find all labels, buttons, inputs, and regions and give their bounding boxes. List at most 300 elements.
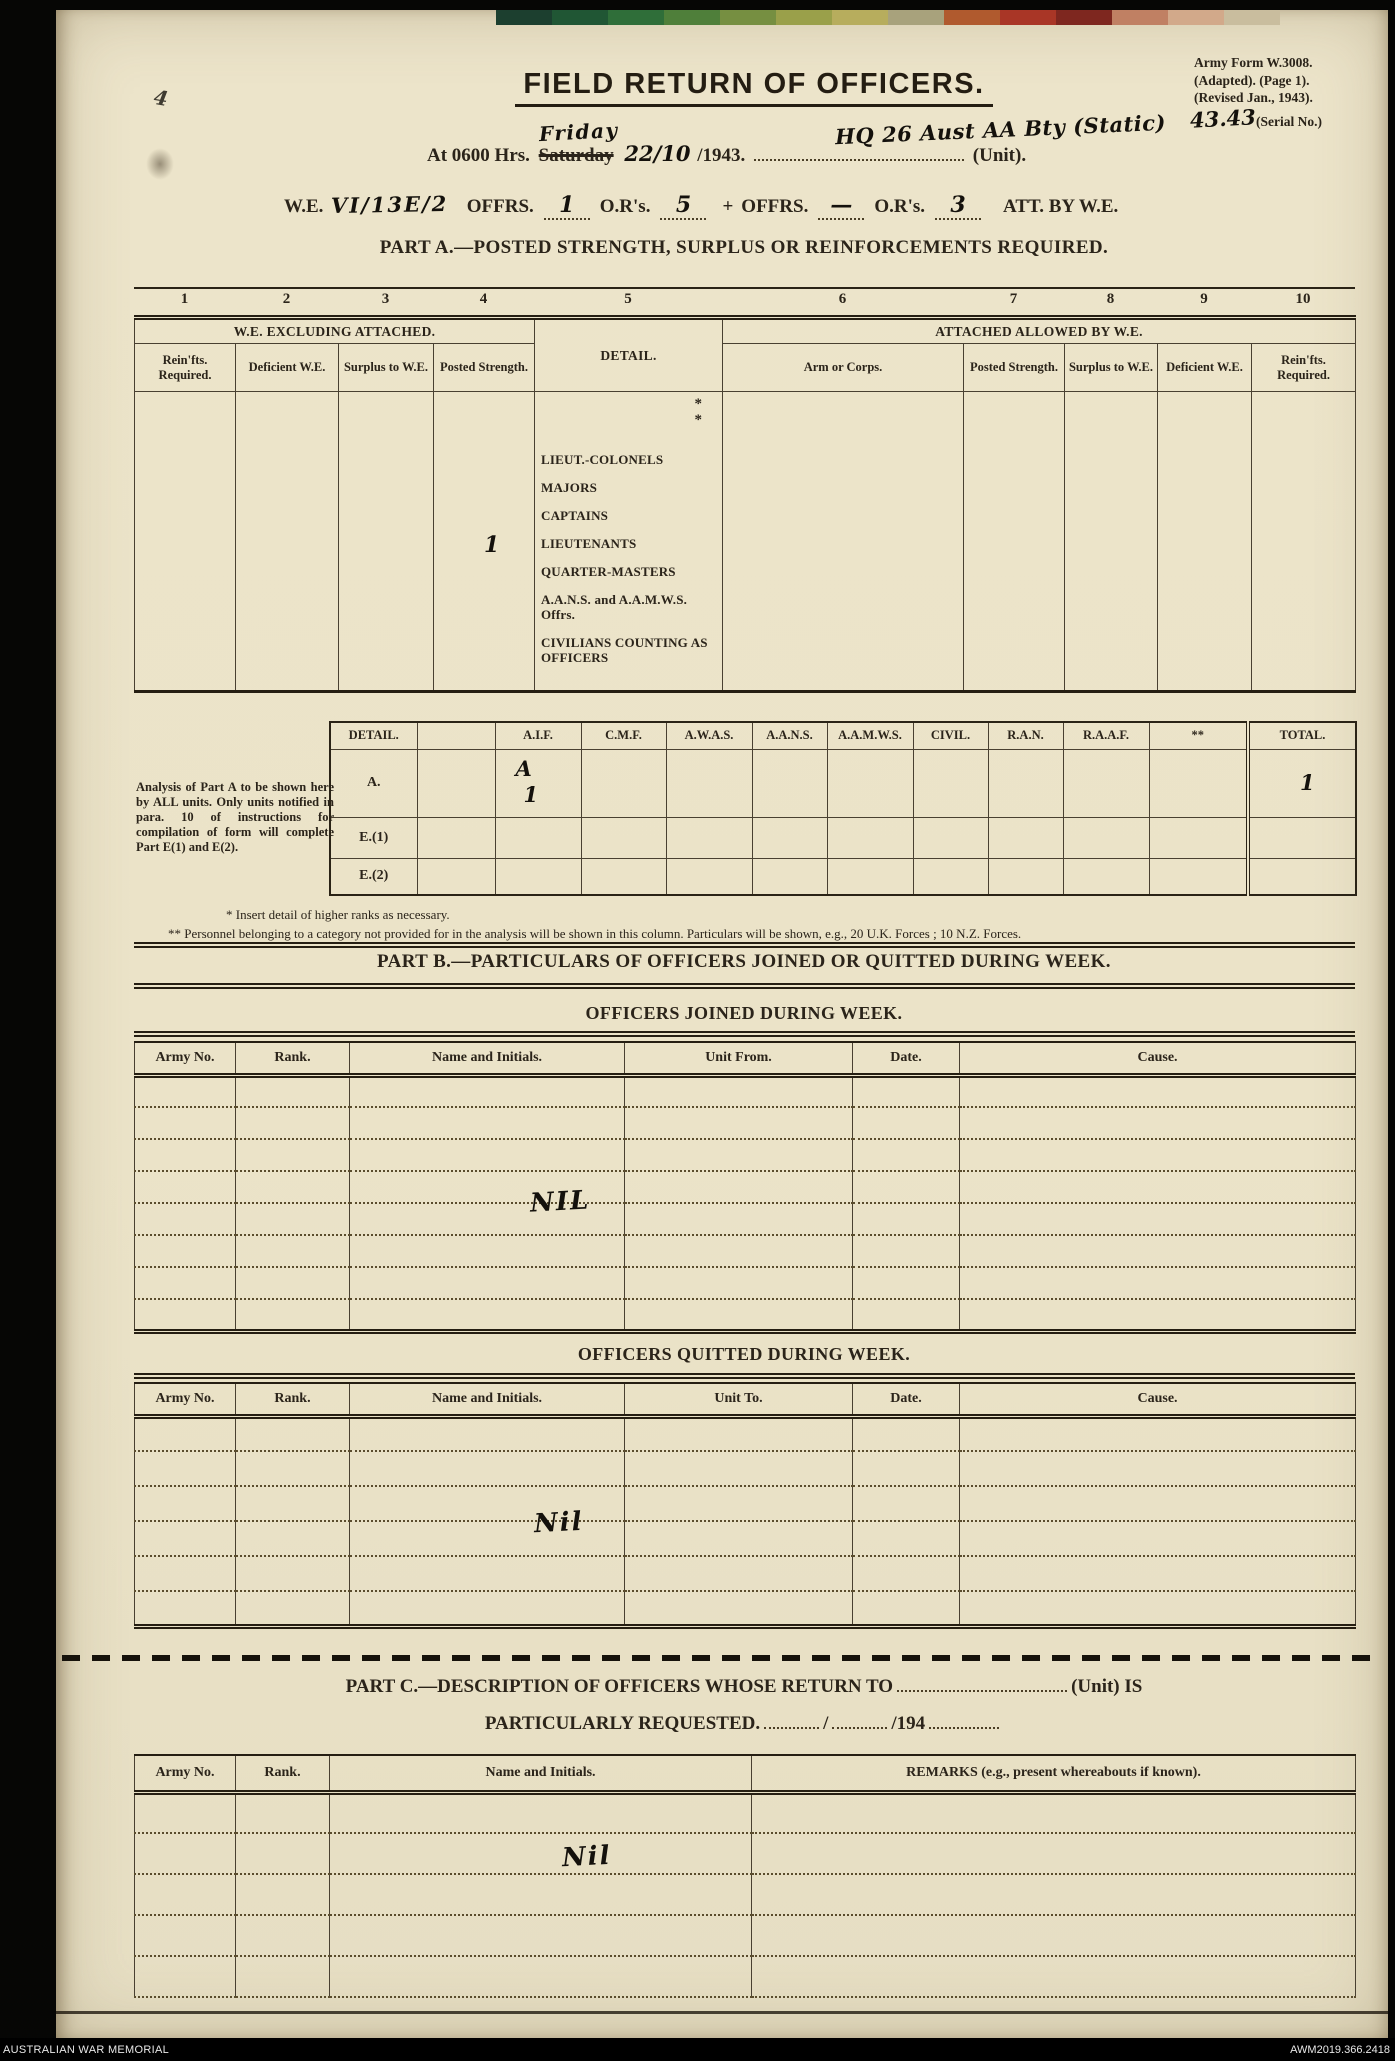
col-header: Rank.: [236, 1383, 350, 1416]
blank-col-header: [417, 722, 495, 749]
empty-total-cell: [1248, 817, 1356, 858]
row-label: A.: [330, 749, 417, 817]
empty-cell: [960, 1171, 1356, 1203]
col-header: Name and Initials.: [350, 1042, 625, 1075]
dotted-leader: [832, 1715, 887, 1729]
empty-cell: [960, 1591, 1356, 1626]
empty-cell: [236, 1956, 330, 1997]
rule-above-column-numbers: [134, 287, 1355, 289]
col-header: Date.: [853, 1042, 960, 1075]
empty-cell: [417, 858, 495, 895]
footnote-double-star: ** Personnel belonging to a category not provided for in the analysis will be shown in this column. Particulars will be shown, e.g., 20 U.K. Forces ; 10 N.Z. Forces.: [168, 926, 1022, 941]
paper-smudge: [146, 148, 174, 180]
handwritten-posted-strength: 1: [484, 532, 500, 558]
table-row: [135, 1915, 1356, 1956]
empty-cell: [853, 1591, 960, 1626]
empty-cell: [236, 392, 339, 692]
empty-cell: [625, 1171, 853, 1203]
table-row: [135, 1833, 1356, 1874]
col-number: 2: [282, 291, 291, 307]
day-slot: [538, 117, 619, 167]
officers-quitted-table: [134, 1382, 1356, 1629]
empty-cell: [960, 1299, 1356, 1331]
part-c-heading-text: PART C.—DESCRIPTION OF OFFICERS WHOSE RETURN TO: [345, 1676, 894, 1697]
empty-cell: [135, 1235, 236, 1267]
empty-cell: [236, 1556, 350, 1591]
header-we-strength-line: [284, 192, 1126, 220]
sub-header-row: [135, 344, 1356, 392]
officers-joined-table: [134, 1041, 1356, 1334]
group-header-we-excluding: W.E. EXCLUDING ATTACHED.: [135, 318, 535, 344]
empty-cell: [625, 1235, 853, 1267]
empty-cell: [1149, 817, 1248, 858]
empty-cell: [350, 1556, 625, 1591]
col-number: 5: [624, 291, 632, 307]
empty-cell: [853, 1139, 960, 1171]
empty-cell: [339, 392, 434, 692]
empty-cell: [853, 1075, 960, 1107]
col-header: Deficient W.E.: [236, 344, 339, 392]
col-header: Date.: [853, 1383, 960, 1416]
empty-cell: [752, 1833, 1356, 1874]
section-rule: [134, 942, 1355, 948]
rank-label: CAPTAINS: [541, 508, 609, 523]
table-row: [135, 1299, 1356, 1331]
empty-cell: [350, 1139, 625, 1171]
empty-cell: [236, 1203, 350, 1235]
offrs2-label: OFFRS.: [741, 196, 809, 217]
part-c-heading-line2: [100, 1713, 1388, 1735]
col-header: Army No.: [135, 1042, 236, 1075]
col-header: C.M.F.: [581, 722, 666, 749]
empty-cell: [236, 1833, 330, 1874]
empty-cell: [827, 749, 913, 817]
handwritten-day: Friday: [538, 117, 619, 147]
empty-cell: [135, 1556, 236, 1591]
col-header: Cause.: [960, 1383, 1356, 1416]
officers-joined-table-wrap: [134, 1041, 1355, 1334]
dashed-cut-line: [62, 1655, 1382, 1661]
empty-cell: [964, 392, 1065, 692]
handwritten-nil-part-c: Nil: [561, 1840, 613, 1874]
dotted-leader: [754, 147, 964, 161]
analysis-row-a: [330, 749, 1356, 817]
empty-cell: [135, 1299, 236, 1331]
empty-cell: [853, 1235, 960, 1267]
rank-label: LIEUTENANTS: [541, 536, 637, 551]
empty-cell: [236, 1915, 330, 1956]
empty-cell: [988, 858, 1063, 895]
form-title-wrap: [120, 68, 1388, 107]
empty-cell: [135, 1486, 236, 1521]
footnote-star: *: [694, 396, 702, 412]
col-header: Unit From.: [625, 1042, 853, 1075]
empty-cell: [913, 858, 988, 895]
empty-cell: [723, 392, 964, 692]
empty-cell: [581, 817, 666, 858]
col-header: A.A.M.W.S.: [827, 722, 913, 749]
form-ref-line2: (Adapted). (Page 1).: [1194, 72, 1310, 88]
col-number: 6: [838, 291, 847, 307]
col-header: Army No.: [135, 1755, 236, 1792]
part-a-heading: PART A.—POSTED STRENGTH, SURPLUS OR REINFORCEMENTS REQUIRED.: [379, 237, 1109, 258]
empty-cell: [1149, 858, 1248, 895]
empty-cell: [350, 1267, 625, 1299]
color-swatch: [1000, 10, 1056, 25]
col-header: R.A.N.: [988, 722, 1063, 749]
table-row: [135, 1486, 1356, 1521]
empty-cell: [1063, 858, 1149, 895]
handwritten-aif-entry: A: [515, 755, 532, 781]
empty-cell: [625, 1556, 853, 1591]
empty-cell: [330, 1874, 752, 1915]
table-row: [135, 1591, 1356, 1626]
plus-sign: +: [722, 196, 734, 217]
empty-cell: [330, 1833, 752, 1874]
empty-cell: [236, 1299, 350, 1331]
archive-accession-number: AWM2019.366.2418: [1290, 2044, 1390, 2056]
header-datetime-line: [427, 109, 1167, 167]
dotted-leader: [764, 1715, 819, 1729]
form-ref-line1: Army Form W.3008.: [1194, 55, 1313, 70]
serial-row: [1189, 103, 1384, 137]
part-c-heading-unit-is: (Unit) IS: [1071, 1676, 1143, 1697]
offrs2-value-slot: [818, 192, 864, 220]
rank-label: QUARTER-MASTERS: [541, 564, 676, 579]
empty-cell: [135, 392, 236, 692]
empty-cell: [330, 1915, 752, 1956]
col-header: Posted Strength.: [434, 344, 535, 392]
col-header: Arm or Corps.: [723, 344, 964, 392]
empty-cell: [236, 1521, 350, 1556]
empty-cell: [960, 1556, 1356, 1591]
date-slash: /: [823, 1713, 829, 1734]
unit-label: (Unit).: [972, 145, 1027, 166]
empty-cell: [1065, 392, 1158, 692]
empty-cell: [135, 1915, 236, 1956]
color-swatch: [1224, 10, 1280, 25]
empty-cell: [625, 1451, 853, 1486]
empty-cell: [236, 1171, 350, 1203]
serial-label: (Serial No.): [1256, 113, 1322, 129]
col-header: Rein'fts. Required.: [1252, 344, 1356, 392]
handwritten-we-number: VI/13E/2: [331, 190, 449, 219]
quitted-header-row: [135, 1383, 1356, 1416]
empty-cell: [853, 1556, 960, 1591]
handwritten-aif-count: 1: [523, 781, 539, 807]
archive-institution-label: AUSTRALIAN WAR MEMORIAL: [3, 2044, 170, 2056]
col-header-total: TOTAL.: [1248, 722, 1356, 749]
col-header: R.A.A.F.: [1063, 722, 1149, 749]
col-header: Deficient W.E.: [1158, 344, 1252, 392]
section-rule: [134, 1031, 1355, 1037]
rank-label: CIVILIANS COUNTING AS OFFICERS: [541, 635, 708, 665]
empty-cell: [236, 1267, 350, 1299]
empty-cell: [625, 1267, 853, 1299]
table-row: [135, 1267, 1356, 1299]
offrs-label: OFFRS.: [466, 196, 534, 217]
col-header: Name and Initials.: [330, 1755, 752, 1792]
empty-cell: [135, 1267, 236, 1299]
empty-cell: [135, 1956, 236, 1997]
handwritten-ors-count: 5: [675, 192, 692, 218]
handwritten-total: 1: [1300, 769, 1315, 795]
empty-cell: [960, 1203, 1356, 1235]
empty-cell: [853, 1267, 960, 1299]
posted-strength-cell: [434, 392, 535, 692]
table-row: [135, 1956, 1356, 1997]
struck-out-day: Saturday: [538, 145, 614, 166]
col-header: DETAIL.: [330, 722, 417, 749]
color-swatch: [552, 10, 608, 25]
dotted-leader: [897, 1678, 1067, 1692]
col-header: Name and Initials.: [350, 1383, 625, 1416]
color-swatch: [1168, 10, 1224, 25]
we-label: W.E.: [284, 196, 324, 217]
table-row: [135, 1874, 1356, 1915]
dotted-leader: [929, 1715, 999, 1729]
empty-cell: [135, 1075, 236, 1107]
empty-cell: [135, 1203, 236, 1235]
empty-cell: [135, 1451, 236, 1486]
empty-cell: [752, 1792, 1356, 1833]
empty-cell: [350, 1416, 625, 1451]
handwritten-serial-number: 43.43: [1189, 103, 1257, 133]
part-b-heading: PART B.—PARTICULARS OF OFFICERS JOINED OR QUITTED DURING WEEK.: [377, 951, 1111, 972]
empty-cell: [960, 1235, 1356, 1267]
color-swatch: [664, 10, 720, 25]
empty-cell: [417, 749, 495, 817]
empty-cell: [236, 1075, 350, 1107]
empty-cell: [581, 858, 666, 895]
empty-cell: [625, 1203, 853, 1235]
analysis-row-e2: [330, 858, 1356, 895]
part-c-header-row: [135, 1755, 1356, 1792]
col-header: A.I.F.: [495, 722, 581, 749]
col-number: 8: [1106, 291, 1115, 307]
empty-cell: [960, 1416, 1356, 1451]
officers-joined-heading: OFFICERS JOINED DURING WEEK.: [585, 1003, 903, 1023]
empty-cell: [666, 858, 752, 895]
handwritten-date: 22/10: [624, 141, 691, 166]
empty-cell: [350, 1451, 625, 1486]
col-header: Unit To.: [625, 1383, 853, 1416]
table-row: [135, 1416, 1356, 1451]
empty-cell: [1252, 392, 1356, 692]
table-row: [135, 1075, 1356, 1107]
color-swatch: [776, 10, 832, 25]
empty-cell: [853, 1203, 960, 1235]
color-calibration-strip: [496, 10, 1280, 25]
empty-cell: [135, 1171, 236, 1203]
empty-cell: [1063, 817, 1149, 858]
particularly-requested-label: PARTICULARLY REQUESTED.: [484, 1713, 761, 1734]
empty-cell: [960, 1451, 1356, 1486]
ors-label: O.R's.: [599, 196, 651, 217]
archive-caption-bar: [0, 2038, 1395, 2061]
empty-cell: [666, 817, 752, 858]
empty-cell: [827, 858, 913, 895]
color-swatch: [720, 10, 776, 25]
table-row: [135, 1521, 1356, 1556]
empty-cell: [853, 1521, 960, 1556]
ors2-label: O.R's.: [874, 196, 926, 217]
empty-cell: [236, 1416, 350, 1451]
ors2-value-slot: [935, 192, 981, 220]
paper-crease-line: [56, 2011, 1388, 2014]
col-header: A.W.A.S.: [666, 722, 752, 749]
empty-cell: [752, 1915, 1356, 1956]
empty-cell: [135, 1874, 236, 1915]
empty-cell: [853, 1171, 960, 1203]
col-header: Surplus to W.E.: [1065, 344, 1158, 392]
col-header: Rein'fts. Required.: [135, 344, 236, 392]
handwritten-offrs2-count: —: [830, 192, 853, 218]
aif-cell: [495, 749, 581, 817]
empty-cell: [350, 1299, 625, 1331]
empty-cell: [960, 1486, 1356, 1521]
col-header: **: [1149, 722, 1248, 749]
table-row: [135, 1171, 1356, 1203]
empty-cell: [236, 1874, 330, 1915]
empty-cell: [350, 1235, 625, 1267]
empty-cell: [960, 1521, 1356, 1556]
handwritten-unit-name: HQ 26 Aust AA Bty (Static): [834, 109, 1167, 150]
empty-cell: [236, 1451, 350, 1486]
analysis-instruction-note: Analysis of Part A to be shown here by ALL units. Only units notified in para. 10 of instructions for compilation of form will complete Part E(1) and E(2).: [136, 780, 334, 854]
empty-cell: [853, 1107, 960, 1139]
col-number: 10: [1295, 291, 1311, 307]
empty-cell: [625, 1075, 853, 1107]
color-swatch: [888, 10, 944, 25]
group-header-row: [135, 318, 1356, 344]
empty-cell: [913, 817, 988, 858]
col-number: 4: [479, 291, 488, 307]
rank-label: LIEUT.-COLONELS: [541, 452, 664, 467]
empty-cell: [135, 1833, 236, 1874]
empty-cell: [853, 1416, 960, 1451]
empty-cell: [135, 1591, 236, 1626]
empty-cell: [236, 1235, 350, 1267]
detail-rank-list-cell: [535, 392, 723, 692]
table-row: [135, 1139, 1356, 1171]
empty-cell: [625, 1486, 853, 1521]
year-printed: /1943.: [697, 145, 746, 166]
officers-quitted-table-wrap: [134, 1382, 1355, 1629]
empty-cell: [666, 749, 752, 817]
empty-cell: [417, 817, 495, 858]
empty-cell: [625, 1521, 853, 1556]
footnote-star: *: [694, 412, 702, 428]
att-by-we-label: ATT. BY W.E.: [1003, 196, 1119, 217]
table-row: [135, 1107, 1356, 1139]
officers-quitted-heading: OFFICERS QUITTED DURING WEEK.: [577, 1344, 911, 1364]
empty-cell: [960, 1139, 1356, 1171]
col-number: 9: [1200, 291, 1208, 307]
part-a-body-row: [135, 392, 1356, 692]
empty-cell: [236, 1139, 350, 1171]
empty-cell: [1149, 749, 1248, 817]
empty-cell: [236, 1107, 350, 1139]
offrs-value-slot: [544, 192, 590, 220]
empty-cell: [988, 749, 1063, 817]
empty-cell: [495, 858, 581, 895]
col-number: 7: [1009, 291, 1018, 307]
empty-cell: [625, 1107, 853, 1139]
empty-cell: [495, 817, 581, 858]
form-title: FIELD RETURN OF OFFICERS.: [515, 68, 992, 107]
color-swatch: [608, 10, 664, 25]
analysis-row-e1: [330, 817, 1356, 858]
rank-label: MAJORS: [541, 480, 598, 495]
col-header: Rank.: [236, 1755, 330, 1792]
empty-cell: [752, 858, 827, 895]
empty-total-cell: [1248, 858, 1356, 895]
table-row: [135, 1235, 1356, 1267]
detail-column-header: DETAIL.: [535, 318, 723, 392]
color-swatch: [496, 10, 552, 25]
footnote-single-star: * Insert detail of higher ranks as necessary.: [226, 907, 450, 922]
col-number: 3: [381, 291, 390, 307]
empty-cell: [752, 1956, 1356, 1997]
row-label: E.(1): [330, 817, 417, 858]
empty-cell: [350, 1075, 625, 1107]
empty-cell: [960, 1075, 1356, 1107]
form-ref-line3: (Revised Jan., 1943).: [1194, 90, 1313, 106]
empty-cell: [236, 1591, 350, 1626]
empty-cell: [1063, 749, 1149, 817]
analysis-table: [329, 721, 1357, 896]
year-194: /194: [891, 1713, 926, 1734]
group-header-attached-allowed: ATTACHED ALLOWED BY W.E.: [723, 318, 1356, 344]
handwritten-corner-mark: 4: [152, 84, 170, 112]
total-cell: [1248, 749, 1356, 817]
empty-cell: [625, 1139, 853, 1171]
form-page: [56, 10, 1388, 2038]
row-label: E.(2): [330, 858, 417, 895]
empty-cell: [625, 1416, 853, 1451]
empty-cell: [752, 749, 827, 817]
at-prefix: At 0600 Hrs.: [427, 145, 530, 166]
col-header: CIVIL.: [913, 722, 988, 749]
empty-cell: [913, 749, 988, 817]
empty-cell: [752, 1874, 1356, 1915]
empty-cell: [135, 1792, 236, 1833]
analysis-header-row: [330, 722, 1356, 749]
empty-cell: [853, 1486, 960, 1521]
empty-cell: [752, 817, 827, 858]
empty-cell: [960, 1267, 1356, 1299]
color-swatch: [1112, 10, 1168, 25]
section-rule: [134, 983, 1355, 989]
empty-cell: [853, 1451, 960, 1486]
empty-cell: [960, 1107, 1356, 1139]
col-header: Rank.: [236, 1042, 350, 1075]
empty-cell: [350, 1107, 625, 1139]
empty-cell: [827, 817, 913, 858]
column-number-row: [134, 291, 1355, 308]
empty-cell: [135, 1521, 236, 1556]
empty-cell: [350, 1591, 625, 1626]
empty-cell: [135, 1107, 236, 1139]
joined-header-row: [135, 1042, 1356, 1075]
col-number: 1: [180, 291, 189, 307]
color-swatch: [832, 10, 888, 25]
part-a-table: [134, 315, 1356, 693]
empty-cell: [853, 1299, 960, 1331]
empty-cell: [330, 1792, 752, 1833]
color-swatch: [1056, 10, 1112, 25]
